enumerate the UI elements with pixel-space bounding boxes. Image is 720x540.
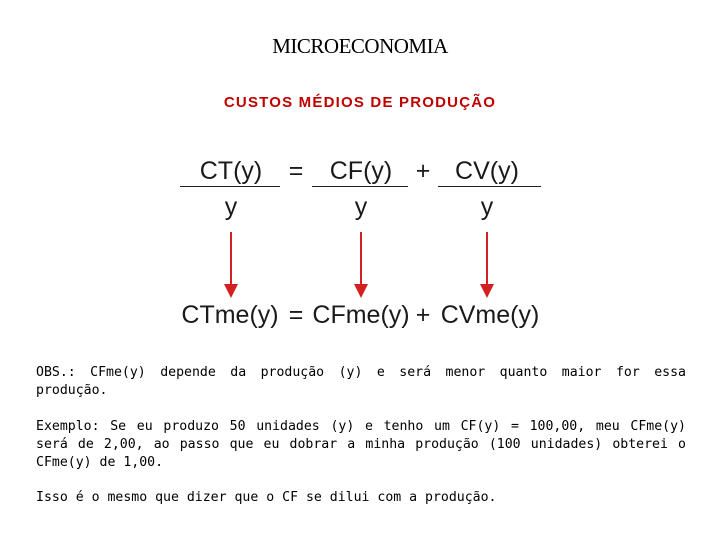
total-cost-numerator: CT(y) (199, 157, 263, 185)
arrow-down-icon (223, 232, 239, 298)
fraction-bar-variable (438, 186, 541, 187)
section-subtitle: CUSTOS MÉDIOS DE PRODUÇÃO (223, 94, 497, 111)
equals-sign-top: = (288, 157, 304, 185)
observation-paragraph: OBS.: CFme(y) depende da produção (y) e será menor quanto maior for essa produção. (36, 365, 686, 398)
denominator-variable: y (480, 193, 494, 221)
average-variable-cost: CVme(y) (440, 301, 540, 329)
page-title: MICROECONOMIA (272, 34, 448, 58)
fixed-cost-numerator: CF(y) (329, 157, 393, 185)
average-fixed-cost: CFme(y) (312, 301, 410, 329)
example-paragraph: Exemplo: Se eu produzo 50 unidades (y) e tenho um CF(y) = 100,00, meu CFme(y) será de 2,00, ao passo que eu dobrar a minha produção (100 unidades) obterei o CFme(y) de 1,00. (36, 419, 686, 470)
arrow-down-icon (479, 232, 495, 298)
denominator-fixed: y (354, 193, 368, 221)
conclusion-paragraph: Isso é o mesmo que dizer que o CF se dilui com a produção. (36, 490, 497, 505)
plus-sign-bottom: + (415, 301, 431, 329)
fraction-bar-total (180, 186, 280, 187)
variable-cost-numerator: CV(y) (455, 157, 519, 185)
fraction-bar-fixed (312, 186, 408, 187)
arrow-down-icon (353, 232, 369, 298)
plus-sign-top: + (415, 157, 431, 185)
denominator-total: y (224, 193, 238, 221)
equals-sign-bottom: = (288, 301, 304, 329)
average-total-cost: CTme(y) (181, 301, 279, 329)
